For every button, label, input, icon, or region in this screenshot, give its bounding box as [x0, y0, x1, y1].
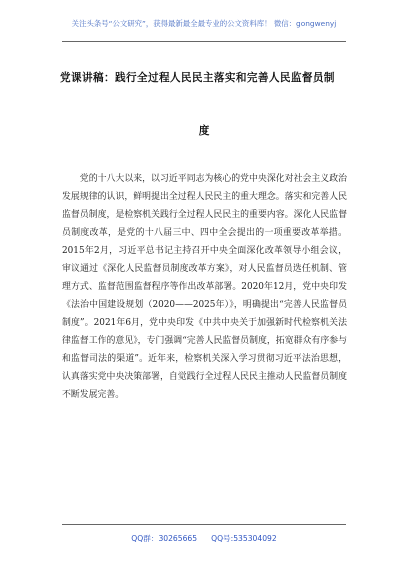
footer-divider [62, 524, 346, 525]
footer-qq-number: QQ号:535304092 [211, 534, 277, 543]
document-body-paragraph: 党的十八大以来，以习近平同志为核心的党中央深化对社会主义政治发展规律的认识，鲜明提出全过程人民民主的重大理念。落实和完善人民监督员制度，是检察机关践行全过程人民民主的重要内容。深化人民监督员制度改革，是党的十八届三中、四中全会提出的一项重要改革举措。2015年2月，习近平总书记主持召开中央全面深化改革领导小组会议，审议通过《深化人民监督员制度改革方案》，对人民监督员选任机制、管理方式、监督范围监督程序等作出改革部署。2020年12月，党中央印发《法治中国建设规划（2020——2025年）》，明确提出“完善人民监督员制度”。2021年6月，党中央印发《中共中央关于加强新时代检察机关法律监督工作的意见》，专门强调“完善人民监督员制度，拓宽群众有序参与和监督司法的渠道”。近年来，检察机关深入学习贯彻习近平法治思想，认真落实党中央决策部署，自觉践行全过程人民民主推动人民监督员制度不断发展完善。 [62, 174, 347, 400]
header-divider [62, 41, 346, 42]
document-title: 党课讲稿：践行全过程人民民主落实和完善人民监督员制 [60, 72, 335, 84]
document-title-continued: 度 [198, 125, 210, 137]
header-note: 关注头条号“公文研究”，获得最新最全最专业的公文资料库！ 微信：gongwenyj [71, 19, 337, 28]
footer-contact [0, 533, 408, 544]
footer-qq-group: QQ群：30265665 [131, 534, 198, 543]
